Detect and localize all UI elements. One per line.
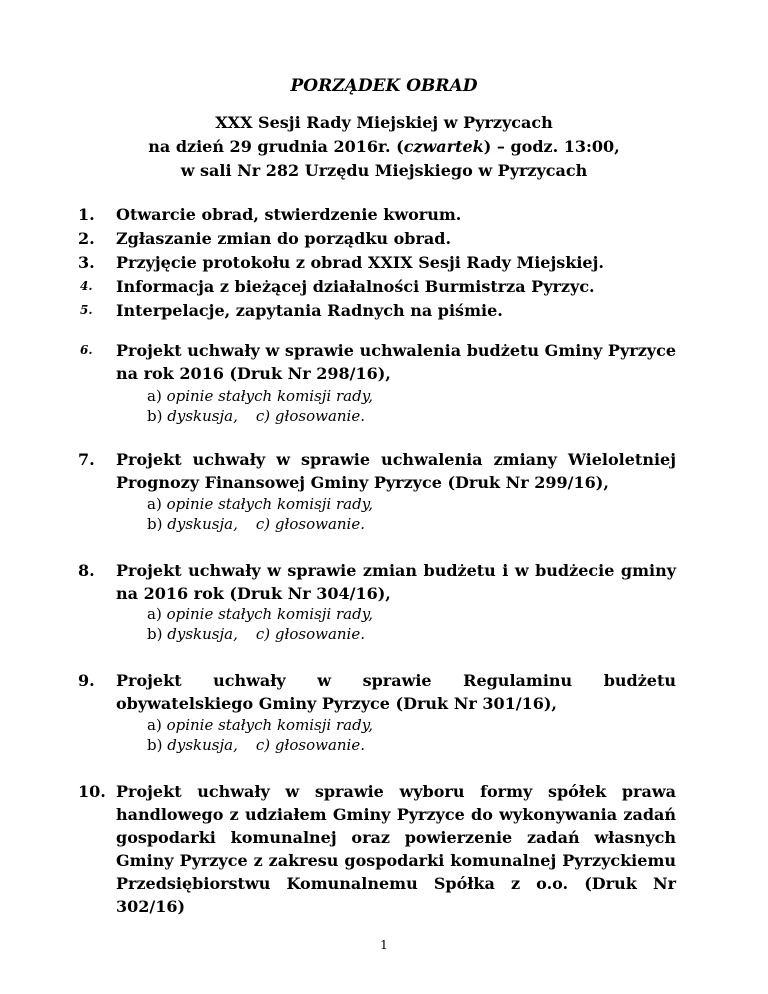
session-date-suffix: ) – godz. 13:00,: [483, 137, 620, 156]
item-number: 2.: [78, 229, 95, 248]
sub-text: dyskusja,: [167, 736, 238, 754]
agenda-item: Projekt uchwały w sprawie wyboru formy spółek prawa handlowego z udziałem Gminy Pyrzyce do wykonywania zadań gospodarki komunalnej oraz powierzenie zadań własnych Gminy Pyrzyce z zakresu gospodarki komunalnej Pyrzyckiemu Przedsiębiorstwu Komunalnemu Spółka z o.o. (Druk Nr 302/16): [116, 782, 676, 916]
item-number: 10.: [78, 782, 106, 801]
sub-text: opinie stałych komisji rady,: [166, 495, 373, 513]
page-number: 1: [380, 938, 388, 952]
sub-text: dyskusja,: [167, 515, 238, 533]
sub-label: b): [147, 407, 163, 425]
sub-label: c): [255, 515, 271, 533]
agenda-item: Projekt uchwały w sprawie uchwalenia budżetu Gminy Pyrzyce na rok 2016 (Druk Nr 298/16),: [116, 341, 676, 383]
sub-text: głosowanie.: [274, 625, 366, 643]
session-date-prefix: na dzień 29 grudnia 2016r. (: [148, 137, 404, 156]
agenda-item: Projekt uchwały w sprawie uchwalenia zmiany Wieloletniej Prognozy Finansowej Gminy Pyrzyce (Druk Nr 299/16),: [116, 450, 676, 492]
sub-text: opinie stałych komisji rady,: [166, 716, 373, 734]
sub-label: b): [147, 515, 163, 533]
item-number: 5.: [80, 303, 93, 317]
sub-text: opinie stałych komisji rady,: [166, 605, 373, 623]
agenda-item: Zgłaszanie zmian do porządku obrad.: [116, 229, 452, 248]
agenda-item: Otwarcie obrad, stwierdzenie kworum.: [116, 205, 462, 224]
session-title: XXX Sesji Rady Miejskiej w Pyrzycach: [215, 113, 553, 132]
agenda-item: Projekt uchwały w sprawie Regulaminu budżetu obywatelskiego Gminy Pyrzyce (Druk Nr 301/16),: [116, 671, 676, 713]
sub-item-bc: [147, 624, 365, 644]
sub-label: a): [147, 495, 162, 513]
item-number: 4.: [80, 279, 93, 293]
sub-text: dyskusja,: [167, 625, 238, 643]
sub-item-bc: [147, 406, 365, 426]
agenda-item: Przyjęcie protokołu z obrad XXIX Sesji Rady Miejskiej.: [116, 253, 604, 272]
agenda-item: Informacja z bieżącej działalności Burmistrza Pyrzyc.: [116, 277, 595, 296]
sub-label: c): [255, 407, 271, 425]
sub-label: c): [255, 625, 271, 643]
item-number: 9.: [78, 671, 95, 690]
session-date: [0, 137, 768, 156]
item-number: 1.: [78, 205, 95, 224]
sub-text: głosowanie.: [274, 407, 366, 425]
session-location: w sali Nr 282 Urzędu Miejskiego w Pyrzycach: [180, 161, 588, 180]
sub-label: a): [147, 716, 162, 734]
page-title: PORZĄDEK OBRAD: [290, 76, 478, 96]
sub-item-bc: [147, 514, 365, 534]
sub-label: a): [147, 387, 162, 405]
item-number: 7.: [78, 450, 95, 469]
sub-text: opinie stałych komisji rady,: [166, 387, 373, 405]
sub-text: dyskusja,: [167, 407, 238, 425]
agenda-item: Interpelacje, zapytania Radnych na piśmie.: [116, 301, 503, 320]
sub-text: głosowanie.: [274, 515, 366, 533]
sub-label: a): [147, 605, 162, 623]
sub-text: głosowanie.: [274, 736, 366, 754]
item-number: 8.: [78, 561, 95, 580]
sub-item-bc: [147, 735, 365, 755]
agenda-item: Projekt uchwały w sprawie zmian budżetu i w budżecie gminy na 2016 rok (Druk Nr 304/16),: [116, 561, 676, 603]
session-day: czwartek: [403, 137, 484, 156]
item-number: 3.: [78, 253, 95, 272]
sub-item-a: [147, 494, 373, 514]
sub-label: c): [255, 736, 271, 754]
sub-label: b): [147, 736, 163, 754]
sub-item-a: [147, 386, 373, 406]
sub-label: b): [147, 625, 163, 643]
sub-item-a: [147, 604, 373, 624]
item-number: 6.: [80, 343, 93, 357]
sub-item-a: [147, 715, 373, 735]
